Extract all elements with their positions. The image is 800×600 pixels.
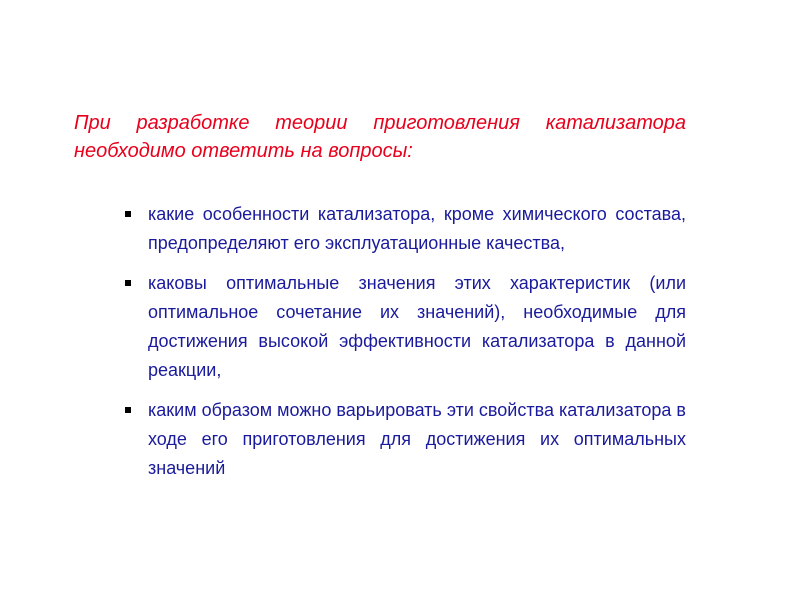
bullet-item xyxy=(122,200,686,258)
bullet-text: каким образом можно варьировать эти свойства катализатора в ходе его приготовления для достижения их оптимальных значений xyxy=(148,400,686,478)
square-bullet-icon xyxy=(125,407,131,413)
square-bullet-icon xyxy=(125,211,131,217)
slide-heading: При разработке теории приготовления катализатора необходимо ответить на вопросы: xyxy=(74,112,686,162)
bullet-item xyxy=(122,396,686,483)
bullet-item xyxy=(122,269,686,385)
square-bullet-icon xyxy=(125,280,131,286)
bullet-text: какие особенности катализатора, кроме химического состава, предопределяют его эксплуатационные качества, xyxy=(148,204,686,253)
bullet-text: каковы оптимальные значения этих характеристик (или оптимальное сочетание их значений), необходимые для достижения высокой эффективности катализатора в данной реакции, xyxy=(148,273,686,380)
bullet-list xyxy=(122,200,686,494)
